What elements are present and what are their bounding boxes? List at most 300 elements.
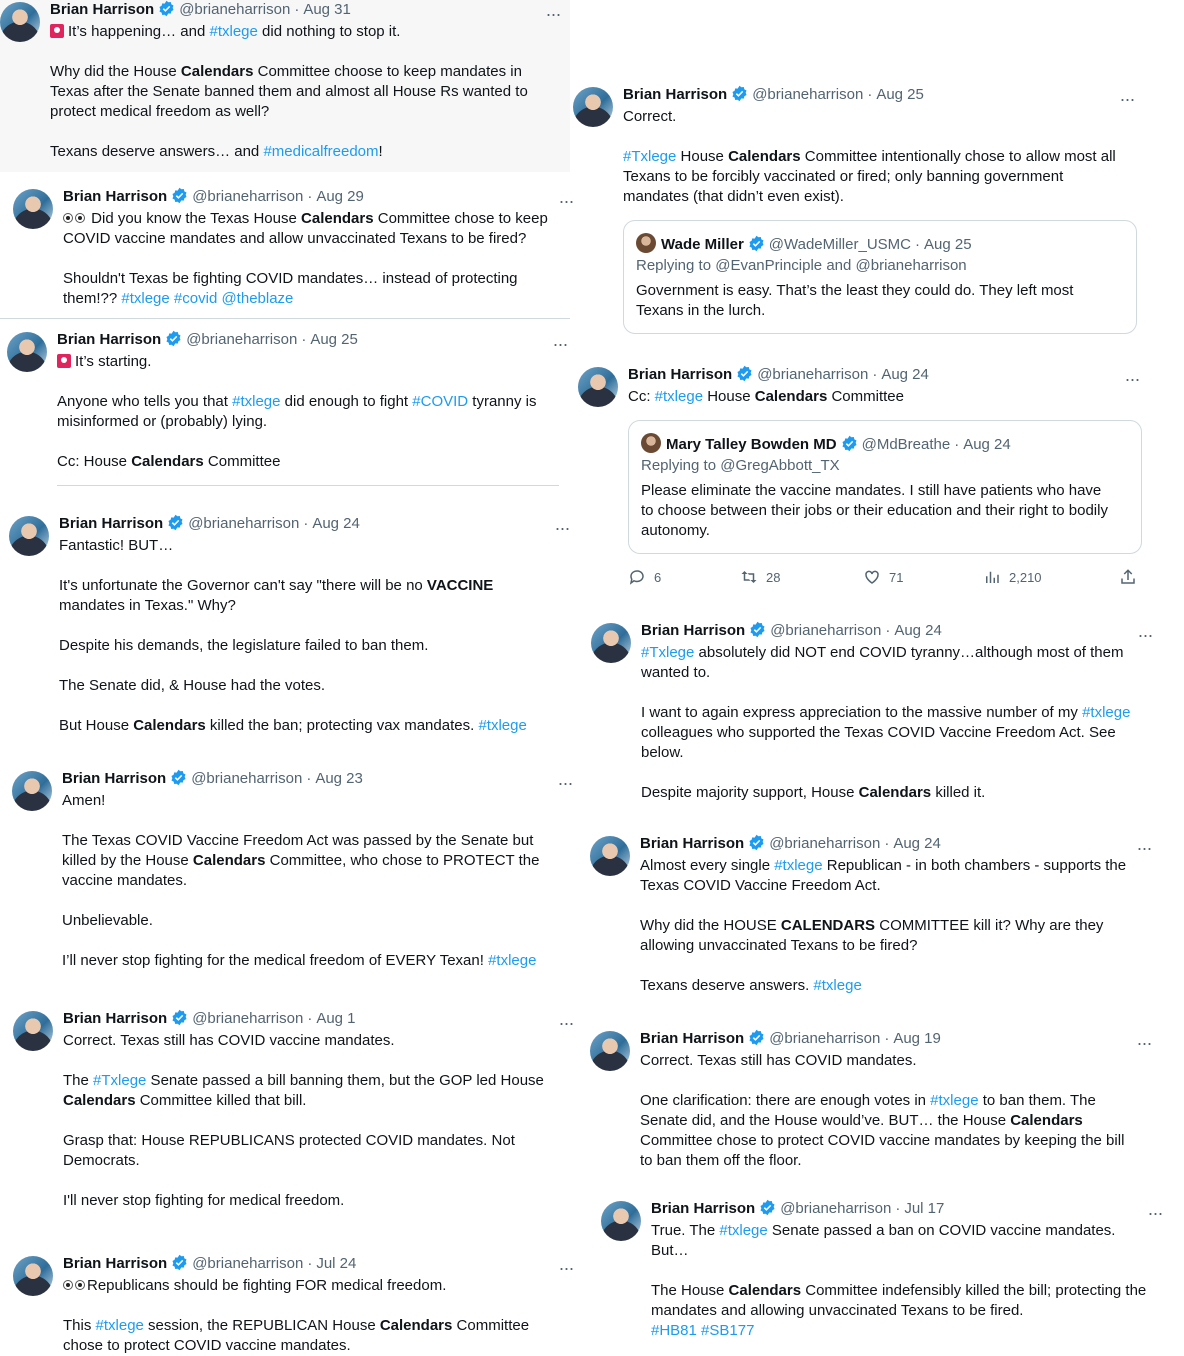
author-name[interactable]: Brian Harrison [59,515,164,532]
tweet[interactable] [7,330,573,480]
text-line [63,1071,544,1091]
author-name[interactable]: Brian Harrison [63,1255,168,1272]
highlighted-text: VACCINE [426,577,494,594]
tweet[interactable] [573,85,1153,340]
text-line [63,1276,529,1296]
author-handle[interactable]: @brianeharrison [192,1255,304,1272]
author-handle[interactable]: @brianeharrison [757,366,869,383]
text-segment: Senate did, and the House would’ve. BUT… the House [640,1112,1011,1129]
tweet-date[interactable]: Aug 25 [876,86,924,103]
author-name[interactable]: Brian Harrison [640,835,745,852]
text-line [651,1241,1146,1261]
verified-badge-icon [731,85,748,102]
more-icon[interactable]: ··· [558,1258,574,1278]
text-segment: Senate passed a ban on COVID vaccine mandates. [767,1222,1116,1239]
like-count: 71 [889,570,904,585]
text-line [59,696,527,716]
views-count: 2,210 [1009,570,1042,585]
text-line [63,289,548,309]
text-segment: misinformed or (probably) lying. [57,413,268,430]
tweet-text [62,791,539,971]
tweet-date[interactable]: Aug 25 [310,331,358,348]
verified-badge-icon [736,365,753,382]
text-line: Government is easy. That’s the least they could do. They left most [636,282,1074,299]
text-segment: Texas after the Senate banned them and almost all House Rs wanted to [50,83,528,100]
more-icon[interactable]: ··· [558,1013,574,1033]
hashtag-link[interactable]: #txlege [488,952,537,969]
tweet-date[interactable]: Aug 24 [312,515,360,532]
tweet-text [623,107,1116,207]
hashtag-link[interactable]: #COVID [412,393,469,410]
author-handle[interactable]: @brianeharrison [769,1030,881,1047]
tweet-header [651,1199,944,1219]
alarm-icon [57,354,71,368]
verified-badge-icon [748,235,765,252]
verified-badge-icon [165,330,182,347]
tweet-header [57,330,358,350]
text-line [50,42,528,62]
text-segment: Almost every single [640,857,775,874]
tweet-date[interactable]: Jul 24 [316,1255,357,1272]
highlighted-text: Calendars [1010,1112,1083,1129]
author-handle[interactable]: @brianeharrison [752,86,864,103]
views-icon [983,568,1001,586]
separator: · [954,436,960,453]
verified-badge-icon [759,1199,776,1216]
hashtag-link[interactable]: #Txlege [623,148,677,165]
text-line [62,951,539,971]
author-name[interactable]: Mary Talley Bowden MD [666,436,837,453]
text-line [59,656,527,676]
text-line [640,1151,1124,1171]
hashtag-link[interactable]: #medicalfreedom [263,143,379,160]
share-icon [1119,568,1137,586]
avatar[interactable] [9,516,49,556]
text-segment: But… [651,1242,689,1259]
quote-reply-to: Replying to @GregAbbott_TX [641,457,840,474]
text-segment: I'll never stop fighting for medical freedom. [63,1192,345,1209]
hashtag-link[interactable]: #Txlege [641,644,695,661]
author-name[interactable]: Brian Harrison [641,622,746,639]
more-icon[interactable]: ··· [545,4,561,24]
text-segment: mandates and allowing unvaccinated Texans to be fired. [651,1302,1024,1319]
highlighted-text: Calendars [379,1317,453,1334]
text-segment: wanted to. [641,664,711,681]
verified-badge-icon [748,834,765,851]
text-segment: session, the REPUBLICAN House [143,1317,380,1334]
more-icon[interactable]: ··· [1137,625,1153,645]
like-button[interactable] [863,568,903,586]
tweet-text [63,209,548,309]
text-segment: Committee [827,388,904,405]
hashtag-link[interactable]: #txlege [719,1222,768,1239]
verified-badge-icon [171,187,188,204]
tweet-header [63,1254,356,1274]
separator: · [301,331,307,348]
text-segment: Why did the House [50,63,181,80]
tweet-date[interactable]: Jul 17 [904,1200,945,1217]
tweet-header [640,1029,941,1049]
author-name[interactable]: Brian Harrison [651,1200,756,1217]
author-handle[interactable]: @brianeharrison [780,1200,892,1217]
quote-avatar[interactable] [636,233,656,253]
text-line [59,576,527,596]
text-line [63,1031,544,1051]
text-line [59,716,527,736]
text-segment: This [63,1317,96,1334]
author-name[interactable]: Brian Harrison [640,1030,745,1047]
tweet-date[interactable]: Aug 24 [893,835,941,852]
text-segment: Cc: [628,388,655,405]
quote-header [636,233,972,253]
highlighted-text: Calendars [301,210,374,227]
share-button[interactable] [1119,568,1145,586]
author-handle[interactable]: @brianeharrison [191,770,303,787]
text-line [641,663,1130,683]
text-segment: Despite his demands, the legislature failed to ban them. [59,637,429,654]
hashtag-link[interactable]: #covid [173,290,218,307]
tweet-actions [628,568,1140,588]
more-icon[interactable]: ··· [554,518,570,538]
text-segment: The Senate did, & House had the votes. [59,677,326,694]
text-segment: Committee chose to keep [373,210,548,227]
text-line [651,1221,1146,1241]
text-segment: protect medical freedom as well? [50,103,270,120]
text-segment: Shouldn't Texas be fighting COVID mandates… instead of protecting [63,270,518,287]
tweet-date[interactable]: Aug 25 [924,236,972,253]
text-segment: killed by the House [62,852,193,869]
text-segment: did enough to fight [280,393,413,410]
text-line [62,831,539,851]
text-segment: Correct. Texas still has COVID mandates. [640,1052,917,1069]
text-segment: Did you know the Texas House [87,210,302,227]
verified-badge-icon [171,1254,188,1271]
text-line [640,1131,1124,1151]
text-segment: Texans deserve answers… and [50,143,264,160]
text-segment: Committee choose to keep mandates in [253,63,522,80]
author-handle[interactable]: @brianeharrison [179,1,291,18]
text-segment: Anyone who tells you that [57,393,233,410]
avatar[interactable] [13,1256,53,1296]
text-segment: Republicans should be fighting FOR medical freedom. [87,1277,447,1294]
text-line [623,107,1116,127]
tweet[interactable] [13,1254,574,1354]
text-segment: Texas COVID Vaccine Freedom Act. [640,877,881,894]
text-line [63,1191,544,1211]
text-segment: Correct. Texas still has COVID vaccine mandates. [63,1032,395,1049]
text-line [57,392,536,412]
author-handle[interactable]: @WadeMiller_USMC [768,236,911,253]
text-segment: ! [378,143,383,160]
text-line [641,703,1130,723]
avatar[interactable] [0,2,40,42]
text-line [651,1261,1146,1281]
separator: · [895,1200,901,1217]
text-line [641,683,1130,703]
tweet-text [50,22,528,162]
hashtag-link[interactable]: #txlege [930,1092,979,1109]
tweet[interactable] [13,1009,573,1219]
text-line [641,743,1130,763]
avatar[interactable] [13,189,53,229]
text-segment: tyranny is [468,393,537,410]
text-line [640,1051,1124,1071]
text-segment: Unbelievable. [62,912,153,929]
author-name[interactable]: Brian Harrison [57,331,162,348]
text-line [641,643,1130,663]
text-line [641,763,1130,783]
verified-badge-icon [748,1029,765,1046]
text-line [62,871,539,891]
text-segment: vaccine mandates. [62,872,188,889]
quote-text [641,481,1108,541]
hashtag-link[interactable]: #HB81 [651,1322,697,1339]
text-segment: But House [59,717,134,734]
tweet[interactable] [578,365,1158,590]
tweet-header [62,769,363,789]
more-icon[interactable]: ··· [557,773,573,793]
hashtag-link[interactable]: #SB177 [701,1322,755,1339]
quote-text [636,281,1073,321]
avatar[interactable] [13,1011,53,1051]
author-name[interactable]: Brian Harrison [628,366,733,383]
tweet[interactable] [590,834,1158,1004]
text-line: Texans in the lurch. [636,302,766,319]
text-line [59,596,527,616]
more-icon[interactable]: ··· [552,334,568,354]
more-icon[interactable]: ··· [1147,1203,1163,1223]
text-line [63,1171,544,1191]
reply-count: 6 [654,570,662,585]
text-segment: Grasp that: House REPUBLICANS protected COVID mandates. Not [63,1132,515,1149]
author-handle[interactable]: @MdBreathe [861,436,951,453]
highlighted-text: Calendars [754,388,828,405]
tweet-header [641,621,942,641]
separator: · [884,1030,890,1047]
separator: · [307,1010,313,1027]
tweet-date[interactable]: Aug 1 [316,1010,356,1027]
hashtag-link[interactable]: #txlege [232,393,281,410]
author-handle[interactable]: @brianeharrison [188,515,300,532]
hashtag-link[interactable]: #txlege [654,388,704,405]
tweet-header [59,514,360,534]
tweet[interactable] [12,769,573,979]
text-segment: chose to protect COVID vaccine mandates. [63,1337,351,1354]
text-line [63,1151,544,1171]
retweet-button[interactable] [740,568,780,586]
text-segment: colleagues who supported the Texas COVID Vaccine Freedom Act. See [641,724,1116,741]
text-segment: House [703,388,755,405]
text-segment: killed the ban; protecting vax mandates. [205,717,479,734]
text-line [628,387,904,407]
hashtag-link[interactable]: #Txlege [93,1072,147,1089]
text-segment: Cc: House [57,453,132,470]
highlighted-text: Calendars [728,148,801,165]
text-segment: Republican - in both chambers - supports the [822,857,1127,874]
text-line [623,167,1116,187]
text-line [640,1071,1124,1091]
text-line [640,1111,1124,1131]
highlighted-text: Calendars [858,784,932,801]
text-segment: Committee chose to protect COVID vaccine mandates by keeping the bill [640,1132,1125,1149]
tweet-text [651,1221,1146,1341]
highlighted-text: Calendars [133,717,206,734]
retweet-icon [740,568,758,586]
verified-badge-icon [749,621,766,638]
tweet-text [59,536,527,736]
hashtag-link[interactable]: #txlege [478,717,527,734]
text-segment: House [676,148,729,165]
text-line [641,723,1130,743]
tweet[interactable] [9,514,573,744]
author-name[interactable]: Brian Harrison [50,1,155,18]
separator: · [306,770,312,787]
verified-badge-icon [171,1009,188,1026]
author-name[interactable]: Brian Harrison [62,770,167,787]
tweet-date[interactable]: Aug 23 [315,770,363,787]
text-line [62,811,539,831]
quote-avatar[interactable] [641,433,661,453]
author-name[interactable]: Brian Harrison [63,1010,168,1027]
avatar[interactable] [7,332,47,372]
avatar[interactable] [12,771,52,811]
verified-badge-icon [167,514,184,531]
tweet[interactable] [590,1029,1158,1179]
hashtag-link[interactable]: @theblaze [221,290,294,307]
text-segment: It's unfortunate the Governor can't say "there will be no [59,577,427,594]
author-name[interactable]: Brian Harrison [623,86,728,103]
author-handle[interactable]: @brianeharrison [192,1010,304,1027]
text-segment: I’ll never stop fighting for the medical freedom of EVERY Texan! [62,952,489,969]
text-segment: below. [641,744,684,761]
tweet-date[interactable]: Aug 29 [316,188,364,205]
text-segment: Despite majority support, House [641,784,859,801]
avatar[interactable] [578,367,618,407]
text-line [651,1301,1146,1321]
avatar[interactable] [591,623,631,663]
text-segment: The House [651,1282,729,1299]
text-line [59,616,527,636]
tweet[interactable] [601,1199,1178,1342]
author-name[interactable]: Wade Miller [661,236,744,253]
text-segment: absolutely did NOT end COVID tyranny…although most of them [694,644,1124,661]
views-button[interactable] [983,568,1042,586]
hashtag-link[interactable]: #txlege [209,23,258,40]
tweet-text [63,1276,529,1356]
highlighted-text: Calendars [63,1092,136,1109]
tweet-date[interactable]: Aug 31 [303,1,351,18]
eyes-icon [63,209,85,229]
text-segment: One clarification: there are enough votes in [640,1092,931,1109]
text-line [623,147,1116,167]
avatar[interactable] [590,1031,630,1071]
tweet-text [628,387,904,407]
eyes-icon [63,1276,85,1296]
text-line: to choose between their jobs or their education and their right to bodily [641,502,1108,519]
author-handle[interactable]: @brianeharrison [769,835,881,852]
text-line [63,269,548,289]
text-line [62,891,539,911]
author-handle[interactable]: @brianeharrison [192,188,304,205]
tweet-header [63,1009,356,1029]
text-segment: Texans to be forcibly vaccinated or fired; only banning government [623,168,1064,185]
text-segment: mandates in Texas." Why? [59,597,236,614]
text-line [57,372,536,392]
text-segment: Why did the HOUSE [640,917,781,934]
reply-button[interactable] [628,568,661,586]
hashtag-link[interactable]: #txlege [121,290,170,307]
tweet-date[interactable]: Aug 24 [963,436,1011,453]
heart-icon [863,568,881,586]
text-line [62,931,539,951]
tweet[interactable] [13,187,573,312]
more-icon[interactable]: ··· [1136,1033,1152,1053]
text-segment: them!?? [63,290,122,307]
more-icon[interactable]: ··· [1136,838,1152,858]
tweet[interactable] [0,0,570,172]
hashtag-link[interactable]: #txlege [813,977,862,994]
quote-tweet[interactable] [623,220,1137,334]
tweet-header [640,834,941,854]
avatar[interactable] [601,1201,641,1241]
text-segment: Texans deserve answers. [640,977,814,994]
hashtag-link[interactable]: #txlege [1082,704,1131,721]
text-line [640,976,1126,996]
more-icon[interactable]: ··· [1124,369,1140,389]
separator: · [867,86,873,103]
tweet-text [640,856,1126,996]
verified-badge-icon [158,0,175,17]
divider [57,485,559,486]
tweet-date[interactable]: Aug 24 [894,622,942,639]
separator: · [915,236,920,253]
more-icon[interactable]: ··· [558,191,574,211]
tweet[interactable] [591,621,1158,811]
text-segment: to ban them off the floor. [640,1152,802,1169]
text-line [640,916,1126,936]
author-handle[interactable]: @brianeharrison [770,622,882,639]
text-line [50,22,528,42]
text-segment: Committee, who chose to PROTECT the [265,852,540,869]
quote-header [641,433,1011,453]
hashtag-link[interactable]: #txlege [95,1317,144,1334]
text-line [50,122,528,142]
text-line [651,1281,1146,1301]
avatar[interactable] [573,87,613,127]
tweet-date[interactable]: Aug 19 [893,1030,941,1047]
tweet-header [623,85,924,105]
text-segment: The [63,1072,94,1089]
separator: · [303,515,309,532]
text-line [57,452,536,472]
text-segment: to ban them. The [978,1092,1096,1109]
tweet-text [63,1031,544,1211]
text-line [640,896,1126,916]
author-handle[interactable]: @brianeharrison [186,331,298,348]
text-line [641,783,1130,803]
avatar[interactable] [590,836,630,876]
text-line [640,876,1126,896]
more-icon[interactable]: ··· [1119,89,1135,109]
tweet-date[interactable]: Aug 24 [881,366,929,383]
text-line [62,911,539,931]
quote-tweet[interactable] [628,420,1142,554]
text-line [57,352,536,372]
highlighted-text: Calendars [180,63,254,80]
text-segment: I want to again express appreciation to the massive number of my [641,704,1083,721]
hashtag-link[interactable]: #txlege [774,857,823,874]
author-name[interactable]: Brian Harrison [63,188,168,205]
